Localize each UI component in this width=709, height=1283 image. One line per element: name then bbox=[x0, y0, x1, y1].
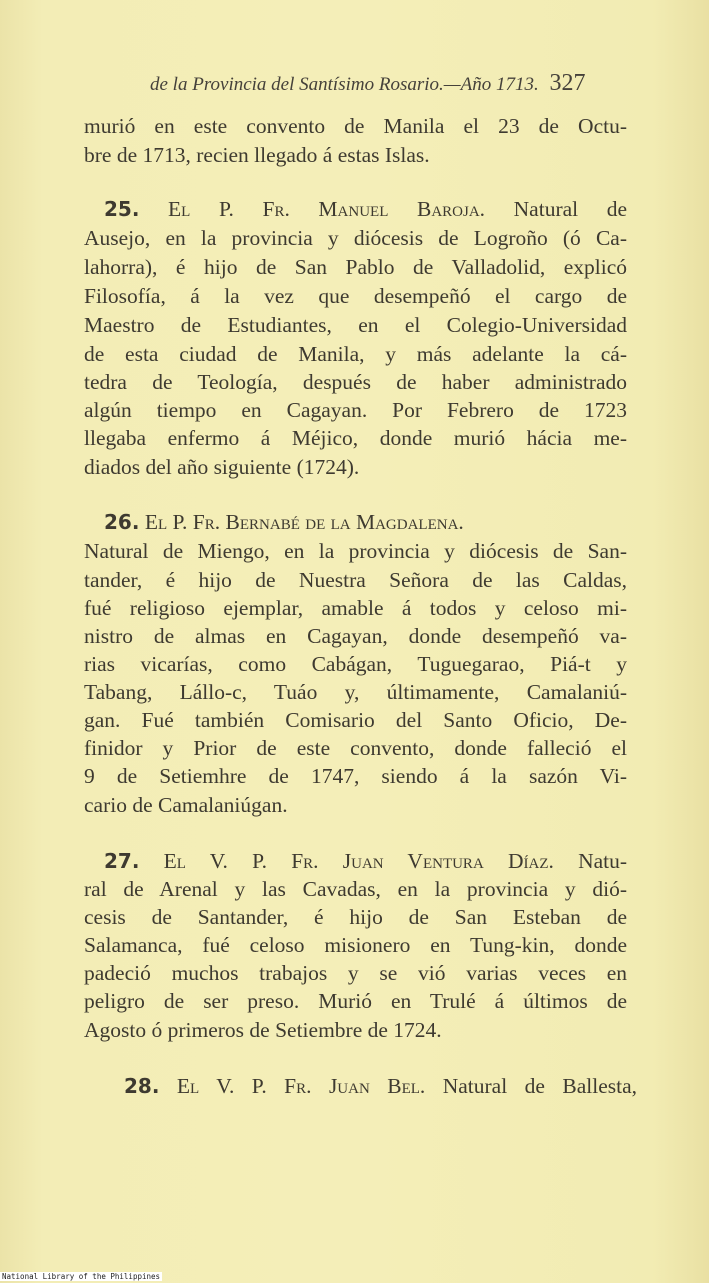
entry-text: Natural de Ballesta, bbox=[442, 1074, 637, 1098]
entry-title: El V. P. Fr. Juan Bel. bbox=[176, 1074, 426, 1098]
text-line: llegaba enfermo á Méjico, donde murió hácia me- bbox=[84, 426, 627, 450]
text-line: Agosto ó primeros de Setiembre de 1724. bbox=[84, 1018, 442, 1042]
text-line: murió en este convento de Manila el 23 de Octu- bbox=[84, 114, 627, 138]
text-line: nistro de almas en Cagayan, donde desempeñó va- bbox=[84, 624, 627, 648]
text-line: tedra de Teología, después de haber administrado bbox=[84, 370, 627, 394]
text-line: tander, é hijo de Nuestra Señora de las Caldas, bbox=[84, 568, 627, 592]
text-line: Maestro de Estudiantes, en el Colegio-Universidad bbox=[84, 313, 627, 337]
text-line: cesis de Santander, é hijo de San Esteban de bbox=[84, 905, 627, 929]
text-line: Salamanca, fué celoso misionero en Tung-kin, donde bbox=[84, 933, 627, 957]
entry-number: 26. bbox=[104, 510, 140, 534]
text-line: Ausejo, en la provincia y diócesis de Logroño (ó Ca- bbox=[84, 226, 627, 250]
running-header bbox=[150, 70, 610, 97]
entry-text: Natural de bbox=[513, 197, 628, 221]
text-line: Filosofía, á la vez que desempeñó el cargo de bbox=[84, 284, 627, 308]
page-number: 327 bbox=[549, 70, 586, 96]
text-line: Tabang, Lállo-c, Tuáo y, últimamente, Camalaniú- bbox=[84, 680, 627, 704]
text-line: padeció muchos trabajos y se vió varias veces en bbox=[84, 961, 627, 985]
entry-text: Natu- bbox=[578, 849, 628, 873]
text-line: 9 de Setiemhre de 1747, siendo á la sazón Vi- bbox=[84, 764, 627, 788]
text-line: fué religioso ejemplar, amable á todos y celoso mi- bbox=[84, 596, 627, 620]
entry-title: El V. P. Fr. Juan Ventura Díaz. bbox=[163, 849, 554, 873]
text-line: cario de Camalaniúgan. bbox=[84, 793, 288, 817]
text-line: bre de 1713, recien llegado á estas Islas. bbox=[84, 143, 430, 167]
entry-number: 28. bbox=[124, 1074, 160, 1098]
text-line: gan. Fué también Comisario del Santo Oficio, De- bbox=[84, 708, 627, 732]
text-line: finidor y Prior de este convento, donde falleció el bbox=[84, 736, 627, 760]
text-line: rias vicarías, como Cabágan, Tuguegarao, Piá-t y bbox=[84, 652, 627, 676]
entry-26-heading bbox=[104, 508, 627, 536]
text-line: lahorra), é hijo de San Pablo de Valladolid, explicó bbox=[84, 255, 627, 279]
running-title: de la Provincia del Santísimo Rosario.—Año 1713. bbox=[150, 74, 539, 95]
entry-title: El P. Fr. Manuel Baroja. bbox=[168, 197, 486, 221]
entry-title: El P. Fr. Bernabé de la Magdalena. bbox=[144, 510, 464, 534]
text-line: algún tiempo en Cagayan. Por Febrero de 1723 bbox=[84, 398, 627, 422]
entry-number: 27. bbox=[104, 849, 140, 873]
entry-25-heading bbox=[104, 195, 627, 223]
text-line: diados del año siguiente (1724). bbox=[84, 455, 360, 479]
text-line: ral de Arenal y las Cavadas, en la provincia y dió- bbox=[84, 877, 627, 901]
entry-number: 25. bbox=[104, 197, 140, 221]
text-line: Natural de Miengo, en la provincia y diócesis de San- bbox=[84, 539, 627, 563]
entry-27-heading bbox=[104, 847, 627, 875]
library-watermark: National Library of the Philippines bbox=[2, 1272, 161, 1281]
text-line: peligro de ser preso. Murió en Trulé á últimos de bbox=[84, 989, 627, 1013]
text-line: de esta ciudad de Manila, y más adelante la cá- bbox=[84, 342, 627, 366]
entry-28-heading bbox=[124, 1072, 637, 1100]
